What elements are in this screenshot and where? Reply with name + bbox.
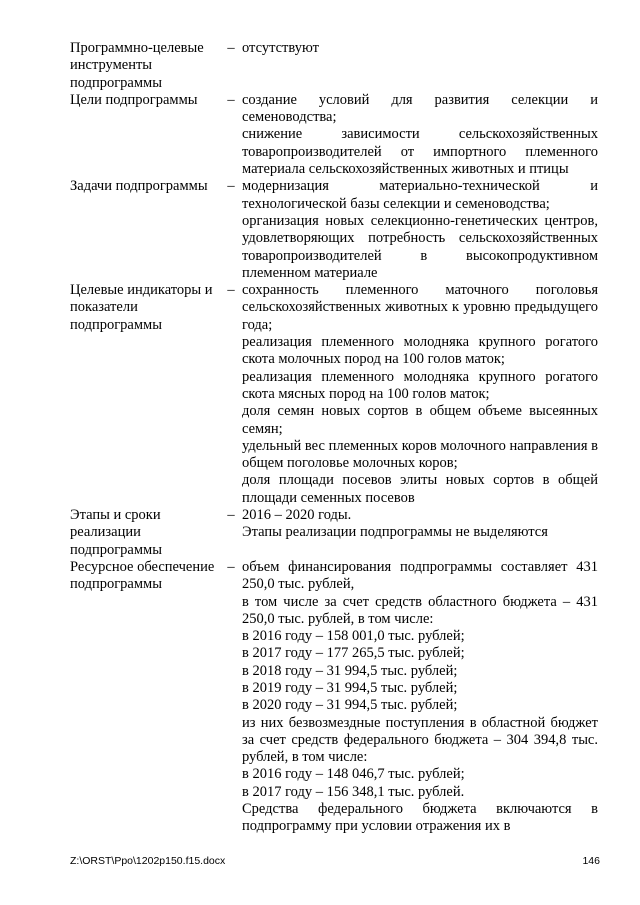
content-paragraph: модернизация материально-технической и технологической базы селекции и семеноводства; bbox=[242, 178, 598, 212]
content-paragraph: в 2019 году – 31 994,5 тыс. рублей; bbox=[242, 679, 458, 696]
row-content bbox=[242, 40, 598, 92]
content-paragraph: реализация племенного молодняка крупного рогатого скота молочных пород на 100 голов маток; bbox=[242, 334, 598, 368]
row-dash: – bbox=[227, 178, 235, 195]
row-label: Программно-целевые инструменты подпрограммы bbox=[70, 40, 204, 91]
content-paragraph: в 2016 году – 148 046,7 тыс. рублей; bbox=[242, 766, 465, 783]
passport-table bbox=[70, 40, 600, 836]
content-paragraph: из них безвозмездные поступления в областной бюджет за счет средств федерального бюджета – 304 394,8 тыс. рублей, в том числе: bbox=[242, 714, 598, 766]
content-paragraph: доля семян новых сортов в общем объеме высеянных семян; bbox=[242, 403, 598, 437]
row-content bbox=[242, 178, 598, 282]
content-paragraph: в 2018 году – 31 994,5 тыс. рублей; bbox=[242, 662, 458, 679]
content-paragraph: 2016 – 2020 годы. bbox=[242, 507, 352, 524]
row-dash: – bbox=[227, 40, 235, 56]
table-row bbox=[70, 40, 600, 92]
row-label: Этапы и сроки реализации подпрограммы bbox=[70, 507, 162, 558]
row-dash: – bbox=[227, 282, 235, 299]
table-row bbox=[70, 178, 600, 282]
row-content bbox=[242, 559, 598, 836]
table-row bbox=[70, 559, 600, 836]
row-content bbox=[242, 507, 598, 559]
footer-page-number: 146 bbox=[582, 855, 600, 867]
row-content bbox=[242, 92, 598, 178]
content-paragraph: в 2017 году – 156 348,1 тыс. рублей. bbox=[242, 783, 465, 800]
content-paragraph: создание условий для развития селекции и семеноводства; bbox=[242, 91, 598, 126]
content-paragraph: Средства федерального бюджета включаются в подпрограмму при условии отражения их в bbox=[242, 801, 598, 835]
row-dash: – bbox=[227, 507, 235, 524]
row-label: Задачи подпрограммы bbox=[70, 178, 208, 195]
row-label: Цели подпрограммы bbox=[70, 91, 198, 108]
content-paragraph: реализация племенного молодняка крупного рогатого скота мясных пород на 100 голов маток; bbox=[242, 368, 598, 402]
content-paragraph: организация новых селекционно-генетических центров, удовлетворяющих потребность сельскохозяйственных товаропроизводителей в высокопродуктивном племенном материале bbox=[242, 212, 598, 281]
content-paragraph: снижение зависимости сельскохозяйственных товаропроизводителей от импортного племенного материала сельскохозяйственных животных и птицы bbox=[242, 126, 598, 178]
table-row bbox=[70, 92, 600, 178]
row-content bbox=[242, 282, 598, 507]
content-paragraph: объем финансирования подпрограммы составляет 431 250,0 тыс. рублей, bbox=[242, 558, 598, 593]
content-paragraph: в 2016 году – 158 001,0 тыс. рублей; bbox=[242, 628, 465, 645]
row-dash: – bbox=[227, 558, 235, 575]
content-paragraph: доля площади посевов элиты новых сортов в общей площади семенных посевов bbox=[242, 472, 598, 506]
row-dash: – bbox=[227, 91, 235, 108]
table-row bbox=[70, 507, 600, 559]
row-label: Целевые индикаторы и показатели подпрограммы bbox=[70, 282, 213, 333]
content-paragraph: в 2020 году – 31 994,5 тыс. рублей; bbox=[242, 697, 458, 714]
content-paragraph: сохранность племенного маточного поголовья сельскохозяйственных животных к уровню предыдущего года; bbox=[242, 282, 598, 333]
content-paragraph: удельный вес племенных коров молочного направления в общем поголовье молочных коров; bbox=[242, 437, 598, 472]
content-paragraph: в том числе за счет средств областного бюджета – 431 250,0 тыс. рублей, в том числе: bbox=[242, 593, 598, 627]
content-paragraph: в 2017 году – 177 265,5 тыс. рублей; bbox=[242, 645, 465, 662]
table-row bbox=[70, 282, 600, 507]
footer-file-path: Z:\ORST\Ppo\1202p150.f15.docx bbox=[70, 855, 226, 867]
content-paragraph: Этапы реализации подпрограммы не выделяются bbox=[242, 524, 548, 541]
content-paragraph: отсутствуют bbox=[242, 40, 319, 56]
row-label: Ресурсное обеспечение подпрограммы bbox=[70, 558, 215, 593]
